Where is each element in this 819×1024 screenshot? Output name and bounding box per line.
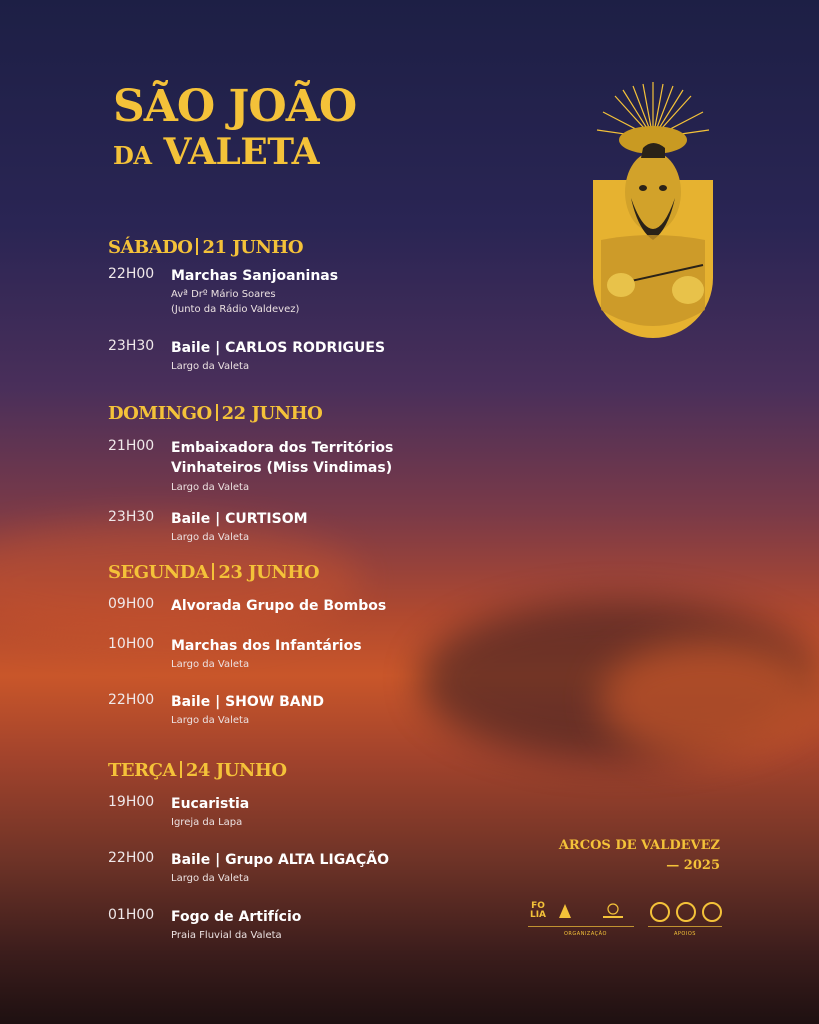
event-name: Eucaristia xyxy=(171,796,250,812)
event-name: Baile | SHOW BAND xyxy=(171,694,324,710)
municipality-logo-icon xyxy=(600,902,626,920)
event-name: Baile | Grupo ALTA LIGAÇÃO xyxy=(171,852,390,868)
crest-icon xyxy=(650,902,670,922)
event-time: 22H00 xyxy=(108,850,155,866)
event-place: (Junto da Rádio Valdevez) xyxy=(171,304,300,315)
day-heading: SEGUNDA 23 JUNHO xyxy=(108,562,319,583)
event-time: 01H00 xyxy=(108,907,155,923)
day-heading: DOMINGO 22 JUNHO xyxy=(108,403,323,424)
cloud-glow xyxy=(600,640,819,760)
divider xyxy=(528,926,634,927)
event-time: 09H00 xyxy=(108,596,155,612)
folia-logo: FO LIA xyxy=(529,901,547,920)
title-da: DA xyxy=(113,141,152,170)
event-place: Largo da Valeta xyxy=(171,715,250,726)
event-time: 21H00 xyxy=(108,438,155,454)
brand-block xyxy=(520,836,720,876)
divider xyxy=(648,926,722,927)
support-label: APOIOS xyxy=(674,931,696,937)
event-place: Largo da Valeta xyxy=(171,873,250,884)
radio-logo-icon xyxy=(676,902,696,922)
title-line2 xyxy=(113,132,356,176)
event-name: Marchas Sanjoaninas xyxy=(171,268,339,284)
event-time: 23H30 xyxy=(108,509,155,525)
event-place: Praia Fluvial da Valeta xyxy=(171,930,282,941)
event-name: Alvorada Grupo de Bombos xyxy=(171,598,387,614)
event-place: Largo da Valeta xyxy=(171,659,250,670)
event-name: Embaixadora dos Territórios Vinhateiros (Miss Vindimas) xyxy=(171,440,394,476)
event-place: Largo da Valeta xyxy=(171,361,250,372)
event-name: Fogo de Artifício xyxy=(171,909,302,925)
brand-line1: ARCOS DE VALDEVEZ xyxy=(558,838,720,853)
event-name: Marchas dos Infantários xyxy=(171,638,362,654)
event-place: Igreja da Lapa xyxy=(171,817,243,828)
event-time: 19H00 xyxy=(108,794,155,810)
partner-logo-icon xyxy=(702,902,722,922)
day-heading: SÁBADO 21 JUNHO xyxy=(108,237,304,258)
day-heading: TERÇA 24 JUNHO xyxy=(108,760,287,781)
event-name: Baile | CURTISOM xyxy=(171,511,308,527)
brand-line2: — 2025 xyxy=(666,858,720,873)
sponsor-logos xyxy=(528,898,722,942)
title-valeta: VALETA xyxy=(163,131,320,173)
event-name: Baile | CARLOS RODRIGUES xyxy=(171,340,386,356)
saint-illustration xyxy=(593,80,713,338)
event-time: 22H00 xyxy=(108,692,155,708)
org-label: ORGANIZAÇÃO xyxy=(564,931,607,937)
org-logo-icon xyxy=(556,902,574,920)
page-title xyxy=(113,82,356,176)
event-place: Largo da Valeta xyxy=(171,532,250,543)
event-place: Avª Drº Mário Soares xyxy=(171,289,276,300)
event-time: 23H30 xyxy=(108,338,155,354)
event-place: Largo da Valeta xyxy=(171,482,250,493)
event-time: 22H00 xyxy=(108,266,155,282)
event-time: 10H00 xyxy=(108,636,155,652)
title-line1: SÃO JOÃO xyxy=(113,81,357,132)
